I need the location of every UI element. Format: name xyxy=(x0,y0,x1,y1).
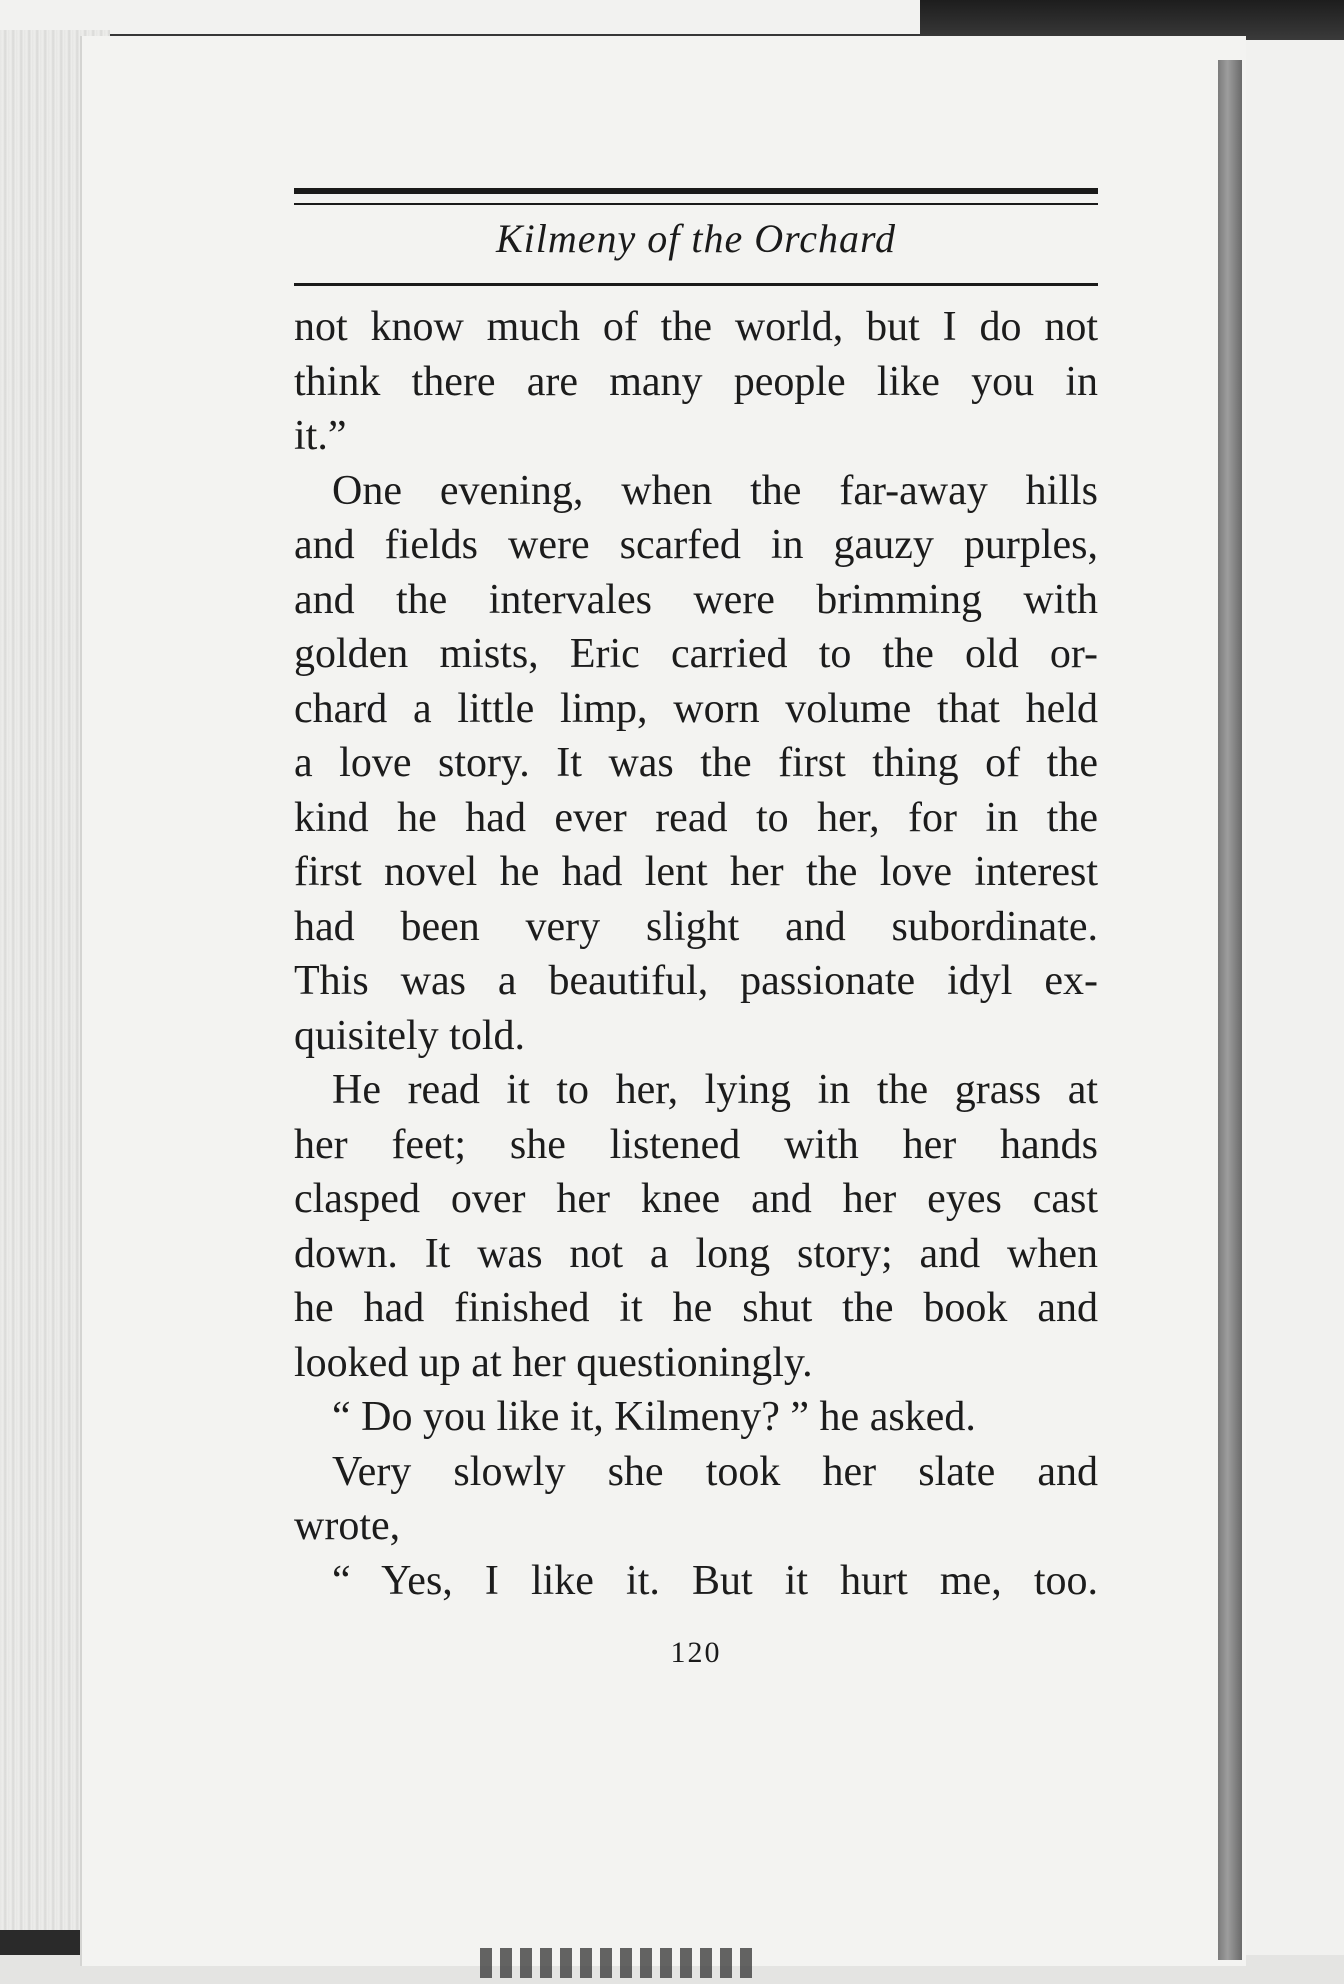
paragraph-first-line: He read it to her, lying in the grass at xyxy=(332,1067,1098,1113)
text-line: and fields were scarfed in gauzy purples, xyxy=(294,522,1098,568)
header-rule-under xyxy=(294,283,1098,286)
paragraph-first-line: One evening, when the far-away hills xyxy=(332,467,1098,514)
running-head: Kilmeny of the Orchard xyxy=(495,216,897,261)
paragraph-first-line: Very slowly she took her slate and xyxy=(332,1448,1098,1495)
text-line: chard a little limp, worn volume that held xyxy=(294,685,1098,732)
text-line: not know much of the world, but I do not xyxy=(294,304,1098,350)
text-line: down. It was not a long story; and when xyxy=(294,1230,1098,1277)
body-text xyxy=(294,300,1098,1608)
header-rule-thick xyxy=(294,188,1098,194)
page-edge-shadow-right xyxy=(1218,60,1242,1960)
paragraph-first-line: “ Do you like it, Kilmeny? ” he asked. xyxy=(332,1394,976,1440)
scanner-top-edge xyxy=(0,0,1344,40)
text-line: think there are many people like you in xyxy=(294,358,1098,405)
text-line: looked up at her questioningly. xyxy=(294,1339,813,1386)
text-line: quisitely told. xyxy=(294,1012,525,1059)
text-line: he had finished it he shut the book and xyxy=(294,1285,1098,1331)
text-line: kind he had ever read to her, for in the xyxy=(294,794,1098,841)
text-line: her feet; she listened with her hands xyxy=(294,1121,1098,1168)
text-line: golden mists, Eric carried to the old or- xyxy=(294,631,1098,677)
header-rule-thin xyxy=(294,203,1098,205)
text-line: clasped over her knee and her eyes cast xyxy=(294,1176,1098,1222)
text-line: This was a beautiful, passionate idyl ex- xyxy=(294,958,1098,1004)
scanner-top-light xyxy=(0,0,920,34)
paragraph-first-line: “ Yes, I like it. But it hurt me, too. xyxy=(332,1557,1098,1604)
page-number: 120 xyxy=(670,1636,722,1669)
text-line: a love story. It was the first thing of the xyxy=(294,740,1098,786)
text-line: and the intervales were brimming with xyxy=(294,576,1098,623)
bleed-through-text xyxy=(480,1948,760,1978)
text-line: wrote, xyxy=(294,1503,401,1549)
text-line: it.” xyxy=(294,413,347,459)
text-line: had been very slight and subordinate. xyxy=(294,903,1098,950)
scan-background-right xyxy=(1242,40,1344,1984)
text-line: first novel he had lent her the love interest xyxy=(294,849,1098,895)
